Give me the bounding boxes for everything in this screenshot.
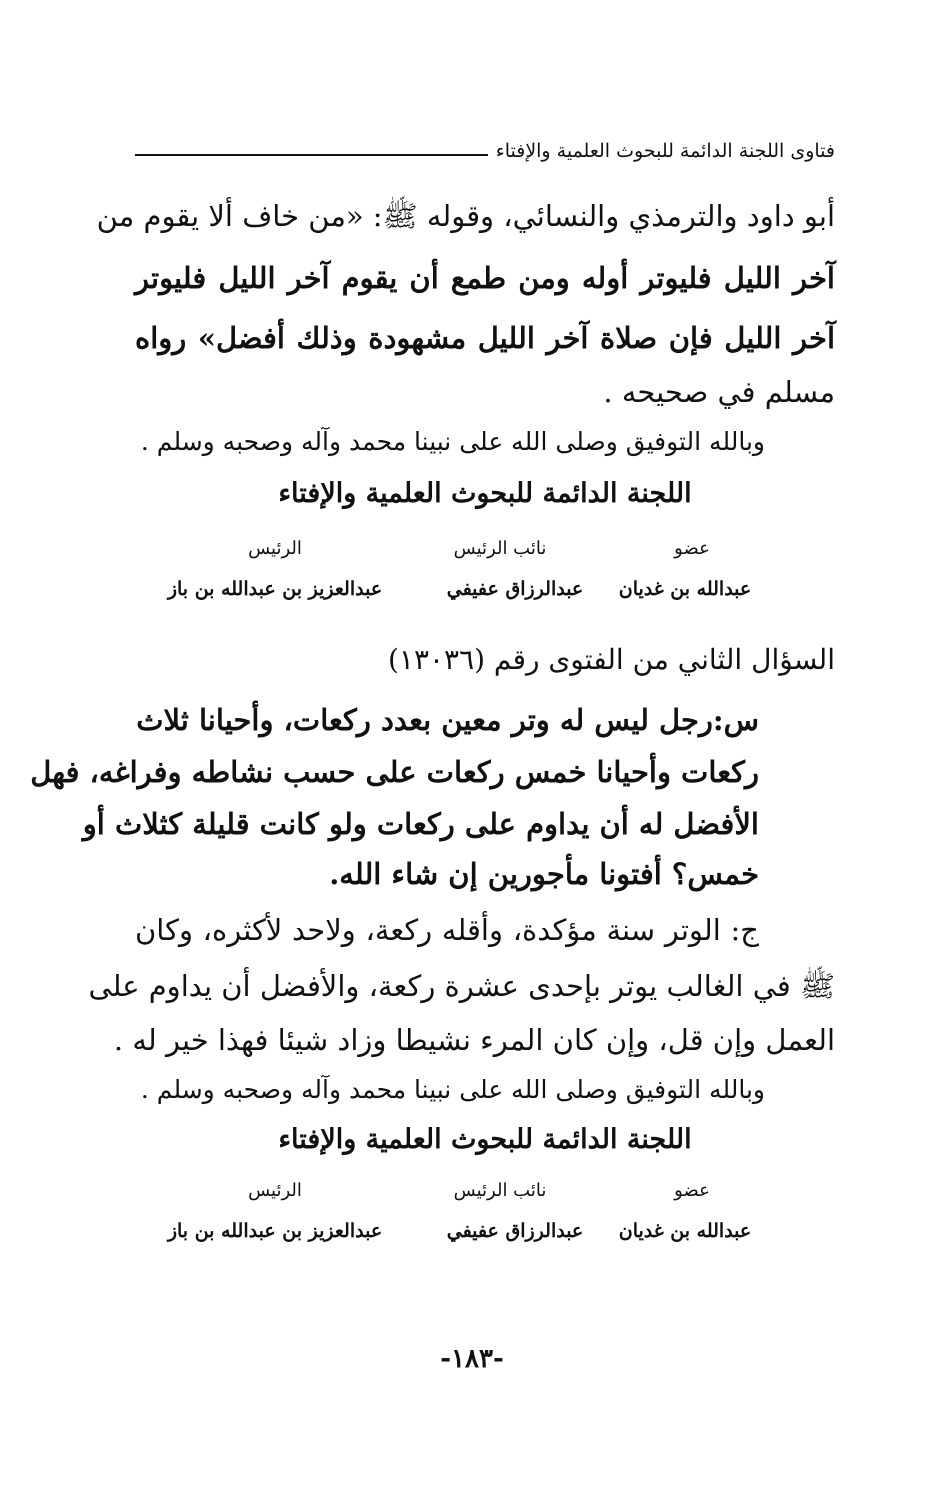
page-number: -١٨٣- (440, 1344, 504, 1374)
answer-line-3: العمل وإن قل، وإن كان المرء نشيطا وزاد شيئا فهذا خير له . (113, 1023, 835, 1057)
hadith-line-2: آخر الليل فليوتر أوله ومن طمع أن يقوم آخر الليل فليوتر (135, 261, 835, 295)
signature-titles-2 (135, 1180, 835, 1210)
member-name: عبدالله بن غديان (618, 578, 752, 600)
question-line-3: الأفضل له أن يداوم على ركعات ولو كانت قليلة كثلاث أو (82, 807, 759, 841)
answer-line-1: ج: الوتر سنة مؤكدة، وأقله ركعة، ولاحد لأكثره، وكان (135, 913, 759, 947)
signature-titles-1 (135, 538, 835, 568)
committee-title-1: اللجنة الدائمة للبحوث العلمية والإفتاء (278, 478, 692, 509)
closing-prayer-2: وبالله التوفيق وصلى الله على نبينا محمد وآله وصحبه وسلم . (140, 1075, 765, 1104)
hadith-line-4: مسلم في صحيحه . (603, 375, 835, 409)
hadith-line-3: آخر الليل فإن صلاة آخر الليل مشهودة وذلك أفضل» رواه (135, 321, 835, 355)
committee-title-2: اللجنة الدائمة للبحوث العلمية والإفتاء (278, 1124, 692, 1155)
member-name: عبدالله بن غديان (618, 1220, 752, 1242)
question-line-2: ركعات وأحيانا خمس ركعات على حسب نشاطه وفراغه، فهل (30, 755, 759, 789)
deputy-name: عبدالرزاق عفيفي (446, 1220, 584, 1242)
fatwa-heading: السؤال الثاني من الفتوى رقم (١٣٠٣٦) (387, 643, 835, 676)
signature-names-2 (135, 1220, 835, 1250)
chair-title: الرئيس (248, 1180, 302, 1201)
question-line-1: س:رجل ليس له وتر معين بعدد ركعات، وأحيانا ثلاث (136, 703, 759, 737)
header-rule (135, 154, 488, 156)
header-title: فتاوى اللجنة الدائمة للبحوث العلمية والإفتاء (495, 140, 835, 162)
chair-title: الرئيس (248, 538, 302, 559)
running-header (135, 128, 835, 162)
deputy-name: عبدالرزاق عفيفي (446, 578, 584, 600)
signature-names-1 (135, 578, 835, 608)
answer-line-2: ﷺ في الغالب يوتر بإحدى عشرة ركعة، والأفضل أن يداوم على (88, 969, 835, 1003)
chair-name: عبدالعزيز بن عبدالله بن باز (167, 578, 383, 600)
deputy-title: نائب الرئيس (453, 1180, 547, 1201)
member-title: عضو (674, 538, 710, 559)
member-title: عضو (674, 1180, 710, 1201)
deputy-title: نائب الرئيس (453, 538, 547, 559)
hadith-line-1: أبو داود والترمذي والنسائي، وقوله ﷺ: «من خاف ألا يقوم من (96, 199, 835, 233)
question-line-4: خمس؟ أفتونا مأجورين إن شاء الله. (329, 857, 759, 891)
closing-prayer-1: وبالله التوفيق وصلى الله على نبينا محمد وآله وصحبه وسلم . (140, 427, 765, 456)
chair-name: عبدالعزيز بن عبدالله بن باز (167, 1220, 383, 1242)
